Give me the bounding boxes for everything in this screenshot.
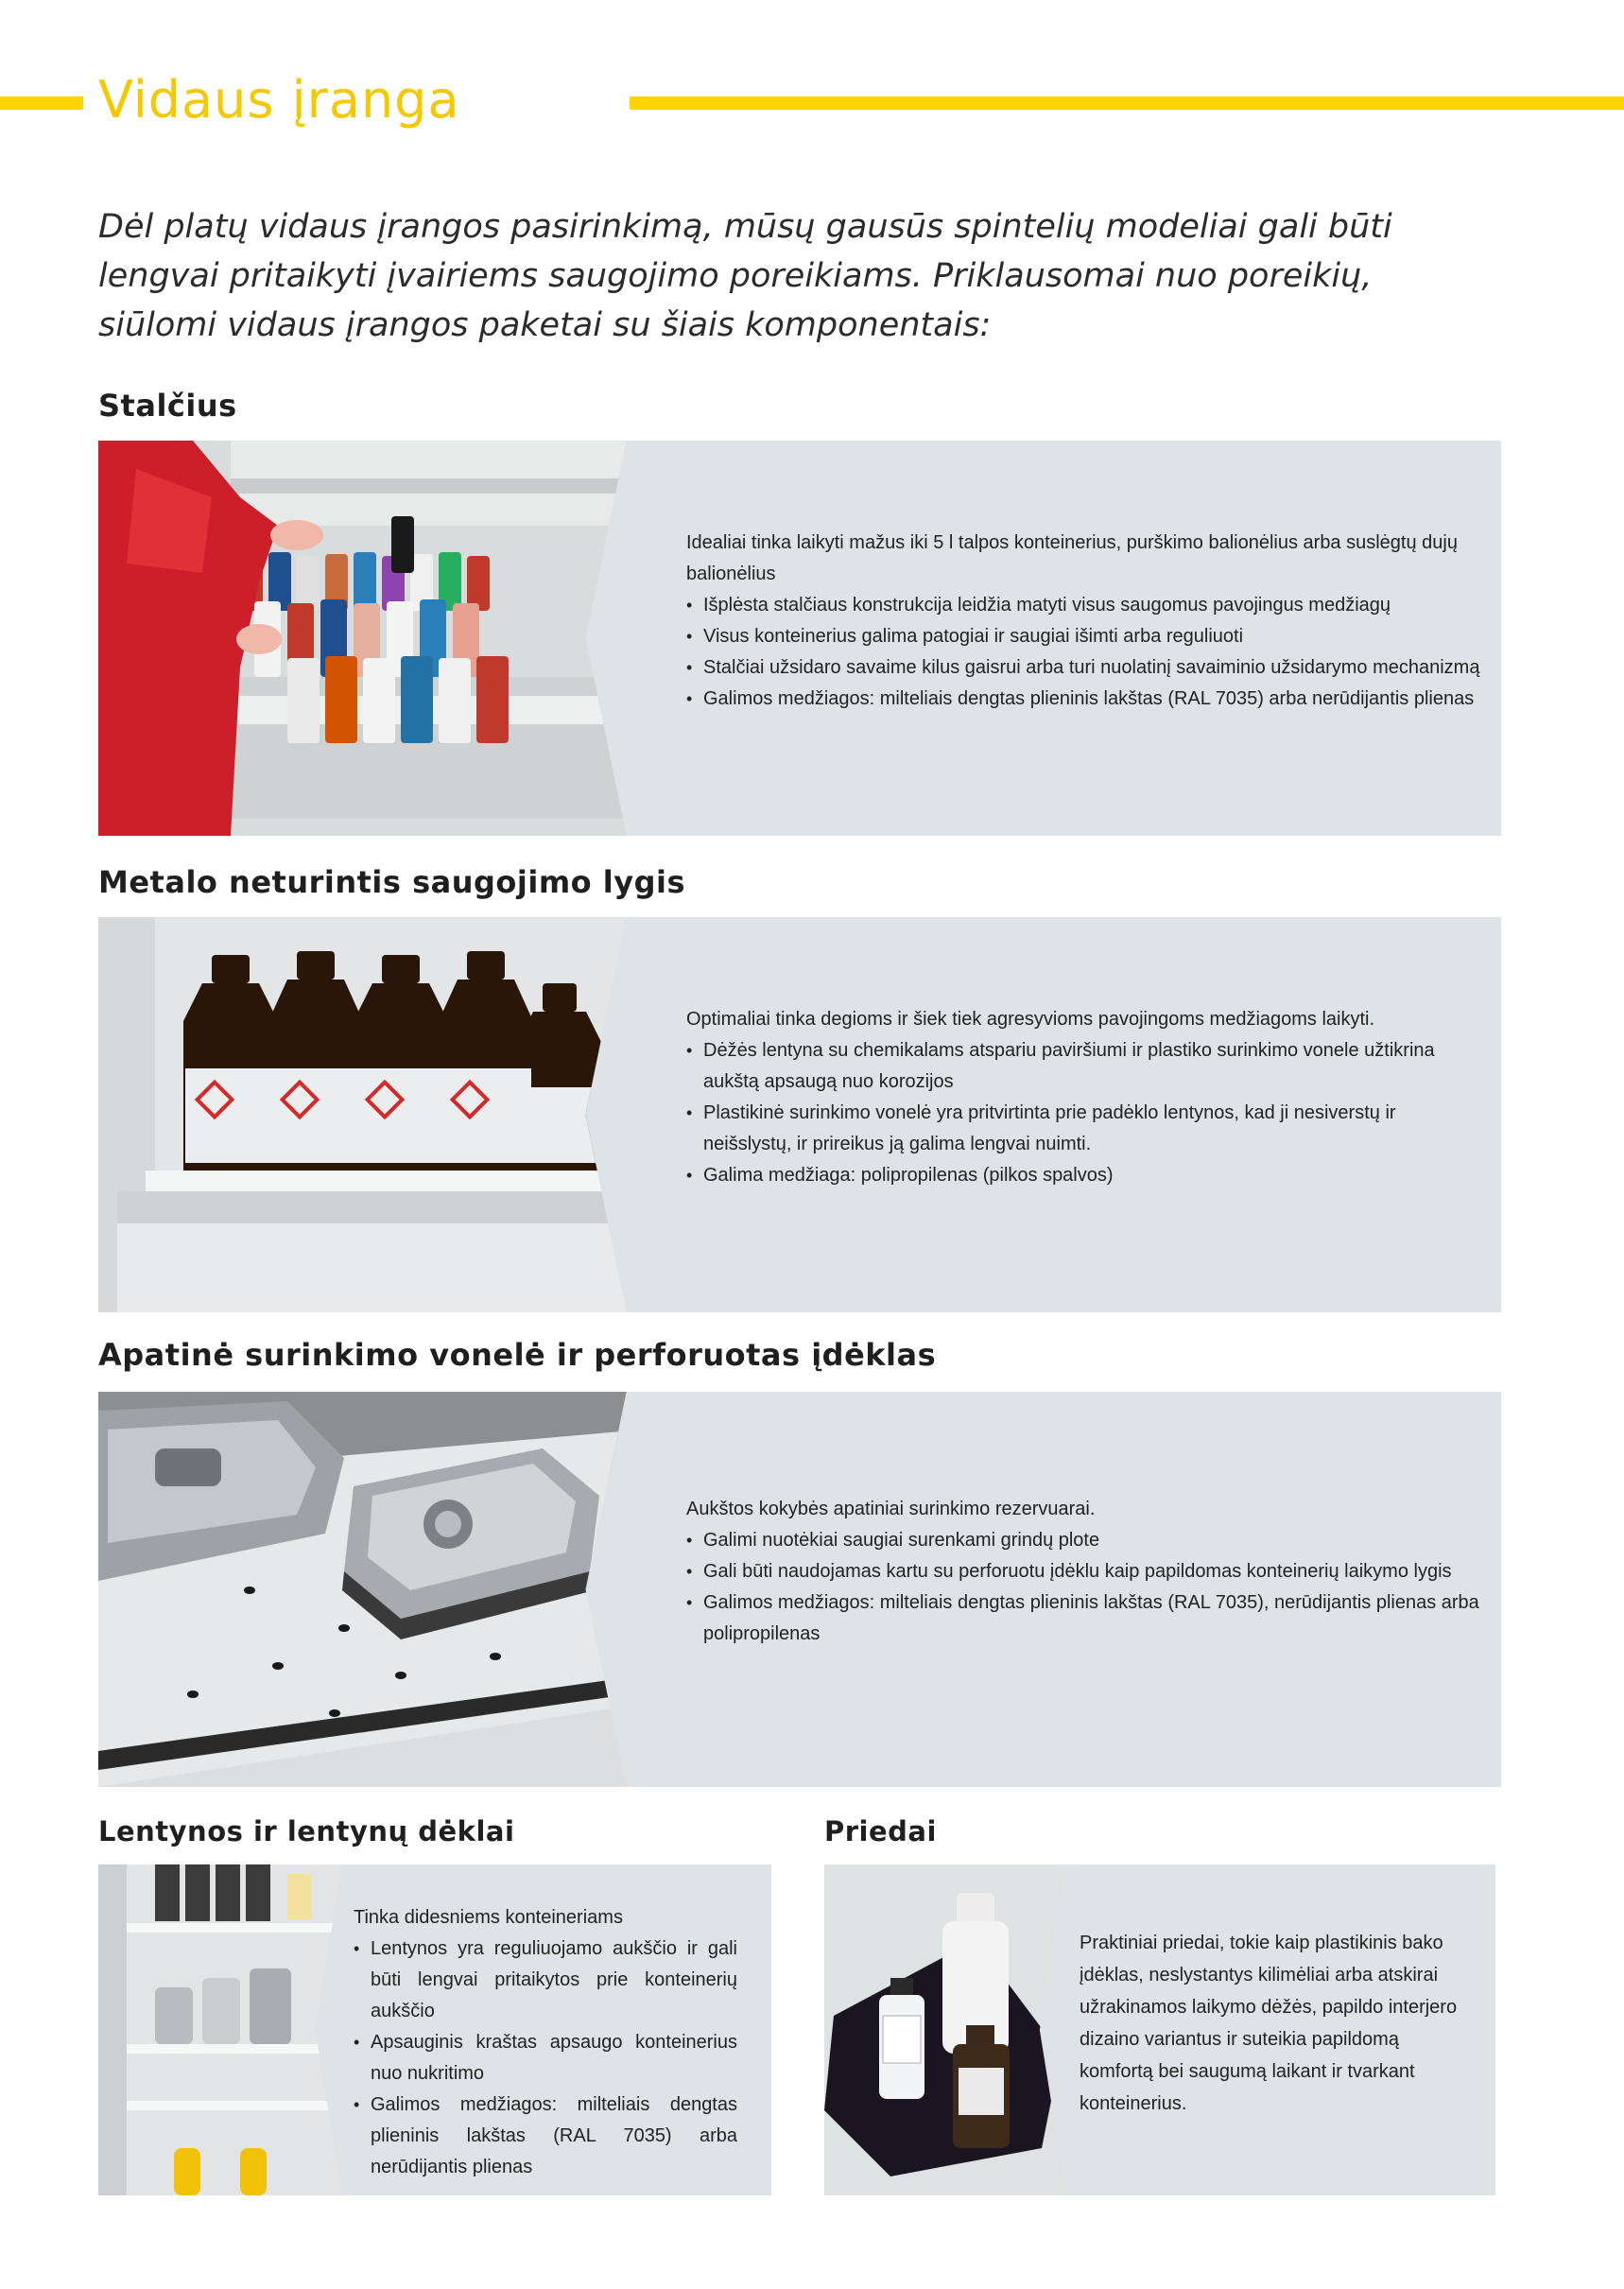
title-bar-right xyxy=(630,96,1624,110)
bullet-list-sump xyxy=(686,1525,1480,1650)
bullet-list-metal-free xyxy=(686,1035,1480,1191)
section-lead-drawer: Idealiai tinka laikyti mažus iki 5 l talpos konteinerius, purškimo balionėlius arba suslėgtų dujų balionėlius xyxy=(686,532,1458,584)
section-title-shelves: Lentynos ir lentynų dėklai xyxy=(98,1815,515,1847)
section-text-sump xyxy=(686,1494,1480,1650)
section-title-accessories: Priedai xyxy=(824,1815,937,1847)
bullet-list-drawer xyxy=(686,590,1480,715)
list-item: • Lentynos yra reguliuojamo aukščio ir gali būti lengvai pritaikytos prie konteinerių aukščio xyxy=(354,1934,737,2027)
section-text-drawer xyxy=(686,528,1480,715)
section-text-shelves xyxy=(354,1902,737,2183)
steel-canisters-image xyxy=(98,1392,643,1787)
title-bar-left xyxy=(0,96,83,110)
section-lead-metal-free: Optimaliai tinka degioms ir šiek tiek agresyvioms pavojingoms medžiagoms laikyti. xyxy=(686,1009,1375,1030)
shelves-image xyxy=(98,1864,342,2195)
section-text-metal-free xyxy=(686,1004,1480,1191)
page-title: Vidaus įranga xyxy=(98,70,460,130)
accessories-mat-image xyxy=(824,1864,1066,2195)
list-item: • Galimos medžiagos: milteliais dengtas plieninis lakštas (RAL 7035), nerūdijantis plienas arba polipropilenas xyxy=(686,1587,1480,1650)
section-title-sump: Apatinė surinkimo vonelė ir perforuotas įdėklas xyxy=(98,1337,937,1373)
section-title-metal-free: Metalo neturintis saugojimo lygis xyxy=(98,864,686,900)
bullet-list-shelves xyxy=(354,1934,737,2183)
section-lead-accessories: Praktiniai priedai, tokie kaip plastikinis bako įdėklas, neslystantys kilimėliai arba atskirai užrakinamos laikymo dėžės, papildo interjero dizaino variantus ir suteikia papildomą komfortą bei saugumą laikant ir tvarkant konteinerius. xyxy=(1080,1933,1458,2114)
list-item: • Apsauginis kraštas apsaugo konteinerius nuo nukritimo xyxy=(354,2027,737,2090)
list-item: • Visus konteinerius galima patogiai ir saugiai išimti arba reguliuoti xyxy=(686,621,1480,652)
intro-text: Dėl platų vidaus įrangos pasirinkimą, mūsų gausūs spintelių modeliai gali būti lengvai pritaikyti įvairiems saugojimo poreikiams. Priklausomai nuo poreikių, siūlomi vidaus įrangos paketai su šiais komponentais: xyxy=(98,208,1392,344)
spray-cans-drawer-image xyxy=(98,441,643,836)
list-item: • Plastikinė surinkimo vonelė yra pritvirtinta prie padėklo lentynos, kad ji nesiverstų ir neišslystų, ir prireikus ją galima lengvai nuimti. xyxy=(686,1098,1480,1160)
list-item: • Galimos medžiagos: milteliais dengtas plieninis lakštas (RAL 7035) arba nerūdijantis plienas xyxy=(354,2090,737,2183)
list-item: • Gali būti naudojamas kartu su perforuotu įdėklu kaip papildomas konteinerių laikymo lygis xyxy=(686,1556,1480,1587)
list-item: • Dėžės lentyna su chemikalams atspariu paviršiumi ir plastiko surinkimo vonele užtikrina aukštą apsaugą nuo korozijos xyxy=(686,1035,1480,1098)
section-lead-shelves: Tinka didesniems konteineriams xyxy=(354,1907,623,1928)
section-title-drawer: Stalčius xyxy=(98,388,237,424)
list-item: • Išplėsta stalčiaus konstrukcija leidžia matyti visus saugomus pavojingus medžiagų xyxy=(686,590,1480,621)
list-item: • Galimi nuotėkiai saugiai surenkami grindų plote xyxy=(686,1525,1480,1556)
chemical-bottles-image xyxy=(98,917,643,1312)
list-item: • Galima medžiaga: polipropilenas (pilkos spalvos) xyxy=(686,1160,1480,1191)
list-item: • Stalčiai užsidaro savaime kilus gaisrui arba turi nuolatinį savaiminio užsidarymo mechanizmą xyxy=(686,652,1480,684)
section-lead-sump: Aukštos kokybės apatiniai surinkimo rezervuarai. xyxy=(686,1499,1096,1519)
list-item: • Galimos medžiagos: milteliais dengtas plieninis lakštas (RAL 7035) arba nerūdijantis plienas xyxy=(686,684,1480,715)
section-text-accessories xyxy=(1080,1927,1477,2120)
